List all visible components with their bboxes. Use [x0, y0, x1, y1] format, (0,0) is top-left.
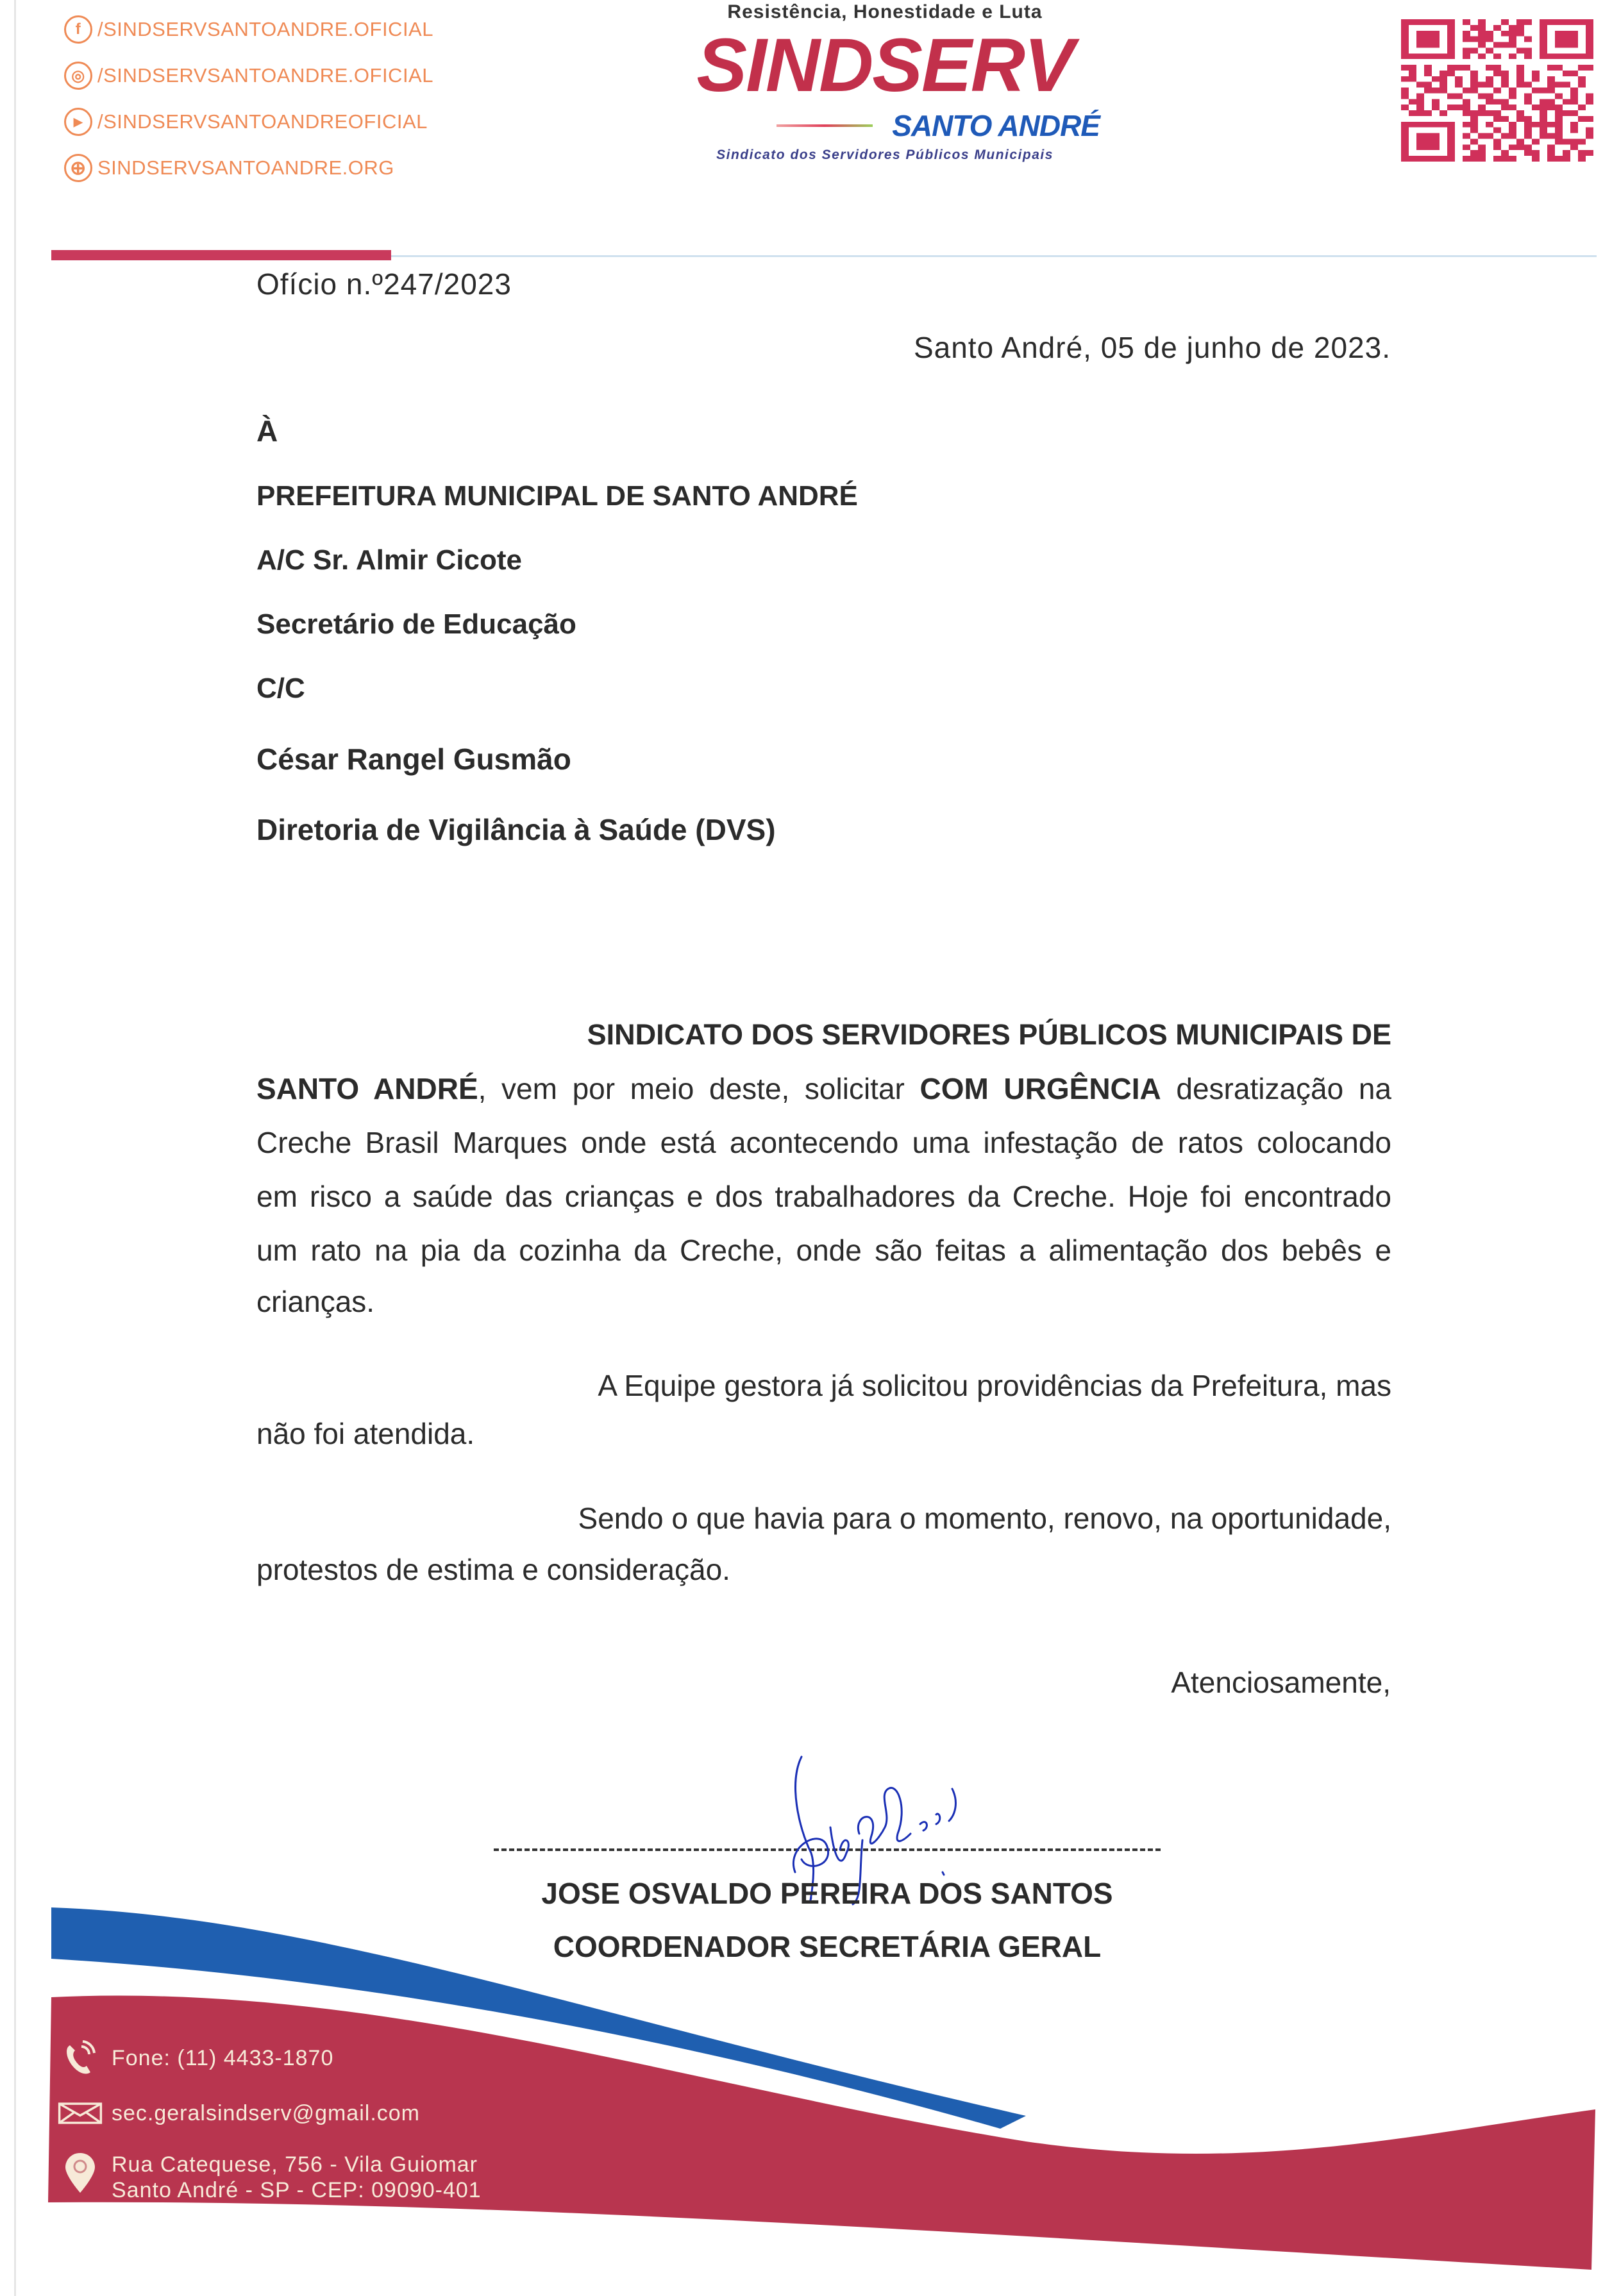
social-link-youtube[interactable] — [64, 106, 433, 137]
letter-reference: Ofício n.º247/2023 — [256, 267, 512, 301]
header-rule-accent — [51, 250, 391, 260]
footer-address — [58, 2152, 482, 2203]
p1-line-3: Creche Brasil Marques onde está acontecendo uma infestação de ratos colocando — [256, 1126, 1391, 1159]
logo-name: SINDSERV — [696, 23, 1073, 108]
letter-date: Santo André, 05 de junho de 2023. — [913, 331, 1391, 364]
footer-phone[interactable] — [58, 2039, 333, 2077]
globe-icon: ⊕ — [64, 154, 92, 182]
social-link-facebook[interactable] — [64, 14, 433, 45]
p1-sender-line-2: SANTO ANDRÉ — [256, 1072, 478, 1105]
logo-city-row — [651, 108, 1119, 144]
recipient-attention-role: Secretário de Educação — [256, 608, 576, 640]
recipient-cc-name: César Rangel Gusmão — [256, 742, 571, 776]
signatory-name: JOSE OSVALDO PEREIRA DOS SANTOS — [541, 1877, 1113, 1910]
footer-email-text: sec.geralsindserv@gmail.com — [112, 2101, 421, 2125]
social-link-website[interactable] — [64, 153, 433, 183]
footer-address-text — [112, 2152, 482, 2203]
recipient-salutation: À — [256, 414, 278, 448]
closing: Atenciosamente, — [1171, 1666, 1391, 1699]
location-pin-icon — [58, 2152, 103, 2194]
social-links — [64, 14, 433, 199]
qr-code — [1401, 19, 1593, 162]
facebook-icon: f — [64, 15, 92, 44]
footer-address-line-1: Rua Catequese, 756 - Vila Guiomar — [112, 2152, 478, 2177]
instagram-icon: ◎ — [64, 62, 92, 90]
footer-wave-red — [48, 1996, 1595, 2270]
recipient-organization: PREFEITURA MUNICIPAL DE SANTO ANDRÉ — [256, 480, 858, 512]
p1-line-6: crianças. — [256, 1285, 375, 1318]
footer-address-line-2: Santo André - SP - CEP: 09090-401 — [112, 2178, 482, 2202]
youtube-icon: ▶ — [64, 108, 92, 136]
p1-urgent: COM URGÊNCIA — [919, 1072, 1161, 1105]
logo-accent-line — [777, 124, 873, 127]
logo-city: SANTO ANDRÉ — [892, 109, 1100, 142]
header-rule — [391, 255, 1597, 257]
logo-tagline: Resistência, Honestidade e Luta — [727, 1, 1043, 22]
social-link-label: /SINDSERVSANTOANDRE.OFICIAL — [97, 18, 433, 40]
recipient-cc-role: Diretoria de Vigilância à Saúde (DVS) — [256, 813, 776, 846]
p1-line-4: em risco a saúde das crianças e dos trabalhadores da Creche. Hoje foi encontrado — [256, 1180, 1391, 1213]
social-link-instagram[interactable] — [64, 60, 433, 91]
phone-icon — [58, 2039, 103, 2077]
sindserv-logo — [651, 0, 1119, 167]
recipient-attention: A/C Sr. Almir Cicote — [256, 544, 523, 576]
social-link-label: SINDSERVSANTOANDRE.ORG — [97, 156, 394, 179]
p1-text-2: desratização na — [1161, 1072, 1391, 1105]
p3-line-2: protestos de estima e consideração. — [256, 1553, 730, 1586]
logo-subtitle: Sindicato dos Servidores Públicos Municipais — [716, 147, 1054, 162]
social-link-label: /SINDSERVSANTOANDRE.OFICIAL — [97, 64, 433, 87]
signatory-title: COORDENADOR SECRETÁRIA GERAL — [553, 1930, 1102, 1963]
p1-text-1: , vem por meio deste, solicitar — [478, 1072, 920, 1105]
p1-sender-line-1: SINDICATO DOS SERVIDORES PÚBLICOS MUNICIPAIS DE — [587, 1018, 1391, 1051]
p2-line-1: A Equipe gestora já solicitou providências da Prefeitura, mas — [598, 1369, 1391, 1402]
envelope-icon — [58, 2100, 103, 2126]
footer-phone-text: Fone: (11) 4433-1870 — [112, 2046, 334, 2070]
footer-wave — [0, 1898, 1612, 2296]
footer-email[interactable] — [58, 2100, 420, 2126]
p1-line-2 — [256, 1071, 1391, 1107]
p3-line-1: Sendo o que havia para o momento, renovo, na oportunidade, — [578, 1502, 1391, 1535]
p1-line-5: um rato na pia da cozinha da Creche, onde são feitas a alimentação dos bebês e — [256, 1234, 1391, 1267]
social-link-label: /SINDSERVSANTOANDREOFICIAL — [97, 110, 428, 133]
recipient-cc-label: C/C — [256, 673, 305, 704]
p2-line-2: não foi atendida. — [256, 1417, 475, 1450]
